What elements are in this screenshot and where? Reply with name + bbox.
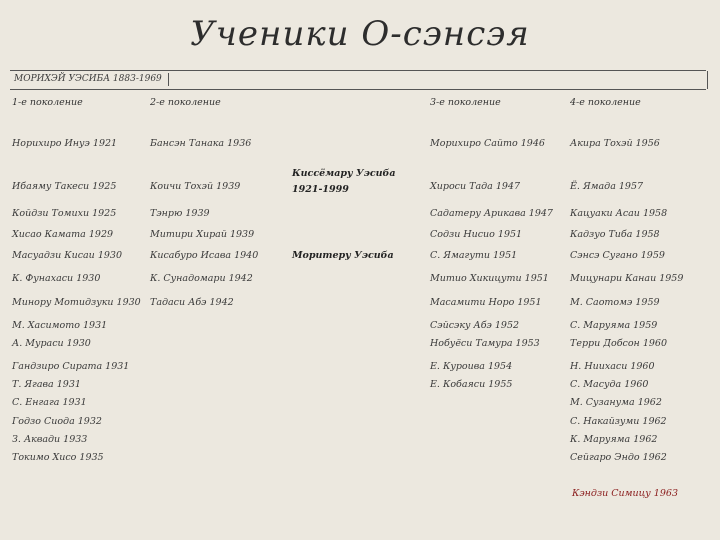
gen3-student: Садатеру Арикава 1947 (430, 208, 553, 219)
header-gen4: 4-е поколение (570, 97, 641, 108)
header-gen1: 1-е поколение (12, 97, 83, 108)
gen2-student: Бансэн Танака 1936 (150, 138, 252, 149)
gen2-student: Тэнрю 1939 (150, 208, 210, 219)
gen4-student-highlight: Кэндзи Симицу 1963 (572, 488, 678, 499)
gen3-student: Масамити Норо 1951 (430, 297, 542, 308)
gen3-student: Митио Хикицути 1951 (430, 273, 549, 284)
gen1-student: М. Хасимото 1931 (12, 320, 108, 331)
gen1-student: Гандзиро Сирата 1931 (12, 361, 130, 372)
founder-banner (10, 70, 706, 90)
gen3-student: Сэйсэку Абэ 1952 (430, 320, 520, 331)
gen1-student: Минору Мотидзуки 1930 (12, 297, 141, 308)
gen4-student: С. Масуда 1960 (570, 379, 649, 390)
banner-divider (707, 71, 708, 89)
gen4-student: Кадзуо Тиба 1958 (570, 229, 660, 240)
gen4-student: М. Саотомэ 1959 (570, 297, 660, 308)
moriteru-name: Моритеру Уэсиба (292, 250, 394, 261)
gen4-student: Кацуаки Асаи 1958 (570, 208, 668, 219)
gen3-student: Содзи Нисио 1951 (430, 229, 523, 240)
gen4-student: С. Маруяма 1959 (570, 320, 658, 331)
header-gen2: 2-е поколение (150, 97, 221, 108)
gen2-student: Митири Хирай 1939 (150, 229, 255, 240)
gen3-student: Морихиро Сайто 1946 (430, 138, 545, 149)
gen3-student: Е. Кобаяси 1955 (430, 379, 513, 390)
gen2-student: Коичи Тохэй 1939 (150, 181, 241, 192)
gen1-student: Годзо Сиода 1932 (12, 416, 102, 427)
gen3-student: Хироси Тада 1947 (430, 181, 521, 192)
kisshomaru-name: Киссёмару Уэсиба (292, 168, 396, 179)
gen4-student: С. Накайзуми 1962 (570, 416, 667, 427)
gen1-student: Койдзи Томихи 1925 (12, 208, 117, 219)
gen1-student: Норихиро Инуэ 1921 (12, 138, 118, 149)
gen1-student: К. Фунахаси 1930 (12, 273, 101, 284)
gen3-student: Нобуёси Тамура 1953 (430, 338, 540, 349)
gen1-student: Токимо Хисо 1935 (12, 452, 104, 463)
gen4-student: Мицунари Канаи 1959 (570, 273, 684, 284)
gen4-student: Сэнсэ Сугано 1959 (570, 250, 665, 261)
gen3-student: Е. Куроива 1954 (430, 361, 513, 372)
gen2-student: Тадаси Абэ 1942 (150, 297, 234, 308)
gen4-student: Н. Ниихаси 1960 (570, 361, 655, 372)
gen1-student: Т. Ягава 1931 (12, 379, 81, 390)
page-title: Ученики О-сэнсэя (190, 14, 530, 54)
gen1-student: Масуадзи Кисаи 1930 (12, 250, 122, 261)
gen4-student: М. Сузанума 1962 (570, 397, 662, 408)
gen1-student: Хисао Камата 1929 (12, 229, 114, 240)
founder-label: МОРИХЭЙ УЭСИБА 1883-1969 (12, 73, 169, 86)
gen4-student: Терри Добсон 1960 (570, 338, 667, 349)
gen4-student: Акира Тохэй 1956 (570, 138, 660, 149)
gen3-student: С. Ямагути 1951 (430, 250, 518, 261)
gen1-student: З. Аквади 1933 (12, 434, 88, 445)
header-gen3: 3-е поколение (430, 97, 501, 108)
gen4-student: Сейгаро Эндо 1962 (570, 452, 667, 463)
gen1-student: А. Мураси 1930 (12, 338, 91, 349)
gen4-student: Ё. Ямада 1957 (570, 181, 644, 192)
gen4-student: К. Маруяма 1962 (570, 434, 658, 445)
gen1-student: С. Енгага 1931 (12, 397, 87, 408)
kisshomaru-years: 1921-1999 (292, 184, 349, 195)
gen2-student: Кисабуро Исава 1940 (150, 250, 259, 261)
gen1-student: Ибаяму Такеси 1925 (12, 181, 117, 192)
gen2-student: К. Сунадомари 1942 (150, 273, 253, 284)
